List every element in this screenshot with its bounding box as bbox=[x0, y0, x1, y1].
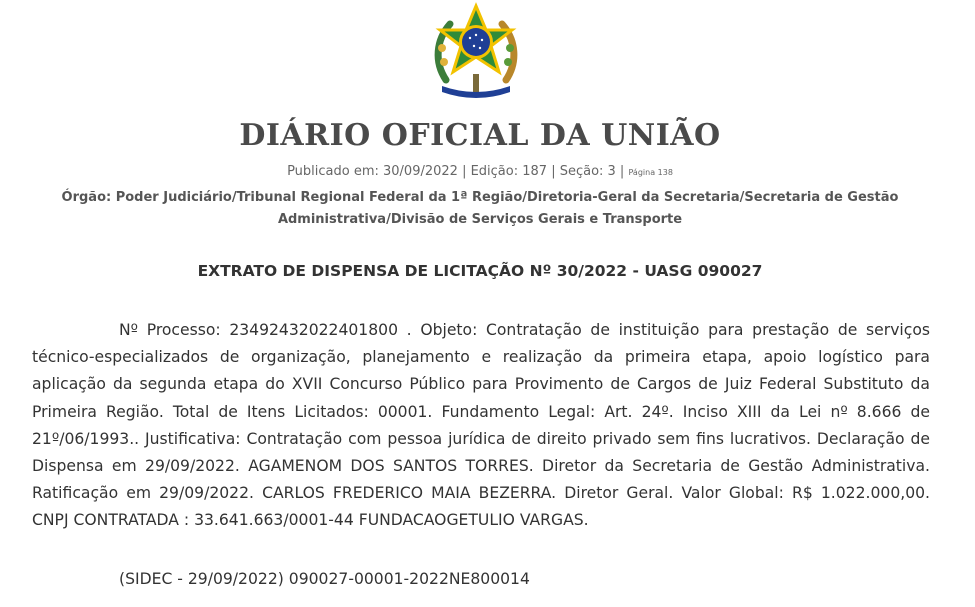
brazil-coat-of-arms-icon bbox=[428, 2, 524, 102]
sidec-reference: (SIDEC - 29/09/2022) 090027-00001-2022NE800014 bbox=[119, 570, 530, 588]
gazette-title: DIÁRIO OFICIAL DA UNIÃO bbox=[239, 118, 721, 153]
document-heading: EXTRATO DE DISPENSA DE LICITAÇÃO Nº 30/2022 - UASG 090027 bbox=[197, 262, 763, 280]
document-body: Nº Processo: 23492432022401800 . Objeto: Contratação de instituição para prestação de serviços técnico-especializados de organização, planejamento e realização da primeira etapa, apoio logístico para aplicação da segunda etapa do XVII Concurso Público para Provimento de Cargos de Juiz Federal Substituto da Primeira Região. Total de Itens Licitados: 00001. Fundamento Legal: Art. 24º. Inciso XIII da Lei nº 8.666 de 21º/06/1993.. Justificativa: Contratação com pessoa jurídica de direito privado sem fins lucrativos. Declaração de Dispensa em 29/09/2022. AGAMENOM DOS SANTOS TORRES. Diretor da Secretaria de Gestão Administrativa. Ratificação em 29/09/2022. CARLOS FREDERICO MAIA BEZERRA. Diretor Geral. Valor Global: R$ 1.022.000,00. CNPJ CONTRATADA : 33.641.663/0001-44 FUNDACAOGETULIO VARGAS. bbox=[32, 321, 930, 530]
publication-info bbox=[0, 164, 960, 179]
issuing-body: Órgão: Poder Judiciário/Tribunal Regional Federal da 1ª Região/Diretoria-Geral da Secretaria/Secretaria de Gestão Administrativa/Divisão de Serviços Gerais e Transporte bbox=[61, 190, 899, 227]
publication-details: Publicado em: 30/09/2022 | Edição: 187 | Seção: 3 | bbox=[287, 164, 625, 179]
page-number: Página 138 bbox=[628, 168, 673, 177]
